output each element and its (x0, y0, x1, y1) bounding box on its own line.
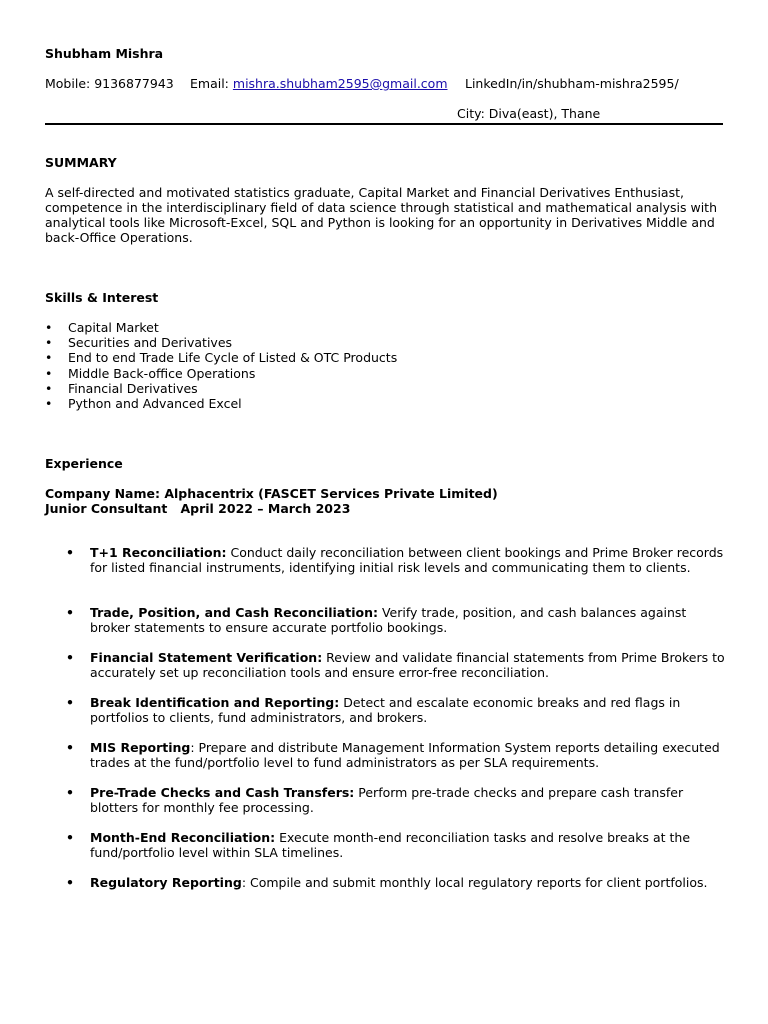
city-text: City: Diva(east), Thane (457, 106, 601, 121)
skills-list (45, 320, 397, 411)
list-item: • Middle Back-office Operations (45, 366, 397, 381)
skills-heading: Skills & Interest (45, 290, 159, 305)
item-title: Break Identification and Reporting: (90, 695, 340, 710)
list-item (66, 785, 726, 830)
summary-text: A self-directed and motivated statistics graduate, Capital Market and Financial Derivatives Enthusiast, competence in the interdisciplinary field of data science through statistical and mathematical analysis with analytical tools like Microsoft-Excel, SQL and Python is looking for an opportunity in Derivatives Middle and back-Office Operations. (45, 185, 718, 245)
item-title: T+1 Reconciliation: (90, 545, 227, 560)
list-item: • Financial Derivatives (45, 381, 397, 396)
list-item (66, 875, 726, 890)
candidate-name: Shubham Mishra (45, 46, 164, 61)
item-text: Review and validate financial statements from Prime Brokers to accurately set up reconciliation tools and ensure error-free reconciliation. (90, 650, 725, 680)
experience-heading: Experience (45, 456, 123, 471)
item-text: : Compile and submit monthly local regulatory reports for client portfolios. (241, 875, 708, 890)
email-link[interactable]: mishra.shubham2595@gmail.com (232, 76, 448, 91)
mobile-number: 9136877943 (94, 76, 174, 91)
item-title: Regulatory Reporting (90, 875, 242, 890)
email-label: Email: (190, 76, 229, 91)
item-title: MIS Reporting (90, 740, 191, 755)
mobile-line (45, 76, 174, 91)
list-item (66, 650, 726, 695)
job-role: Junior Consultant April 2022 – March 2023 (45, 501, 351, 516)
company-name: Company Name: Alphacentrix (FASCET Services Private Limited) (45, 486, 498, 501)
item-text: Perform pre-trade checks and prepare cash transfer blotters for monthly fee processing. (90, 785, 684, 815)
item-text: Verify trade, position, and cash balances against broker statements to ensure accurate portfolio bookings. (90, 605, 687, 635)
list-item: • End to end Trade Life Cycle of Listed & OTC Products (45, 350, 397, 365)
item-text: Conduct daily reconciliation between client bookings and Prime Broker records for listed financial instruments, identifying initial risk levels and communicating them to clients. (90, 545, 724, 575)
list-item (66, 740, 726, 785)
summary-heading: SUMMARY (45, 155, 117, 170)
item-title: Month-End Reconciliation: (90, 830, 276, 845)
mobile-label: Mobile: (45, 76, 91, 91)
list-item (66, 605, 726, 650)
linkedin-text: LinkedIn/in/shubham-mishra2595/ (465, 76, 679, 91)
item-text: Execute month-end reconciliation tasks and resolve breaks at the fund/portfolio level within SLA timelines. (90, 830, 691, 860)
email-line (190, 76, 448, 91)
item-text: : Prepare and distribute Management Information System reports detailing executed trades at the fund/portfolio level to fund administrators as per SLA requirements. (90, 740, 720, 770)
item-title: Pre-Trade Checks and Cash Transfers: (90, 785, 355, 800)
header-divider (45, 123, 723, 125)
item-text: Detect and escalate economic breaks and red flags in portfolios to clients, fund administrators, and brokers. (90, 695, 681, 725)
list-item (66, 695, 726, 740)
list-item: • Capital Market (45, 320, 397, 335)
list-item: • Python and Advanced Excel (45, 396, 397, 411)
list-item (66, 830, 726, 875)
item-title: Financial Statement Verification: (90, 650, 323, 665)
list-item: • Securities and Derivatives (45, 335, 397, 350)
item-title: Trade, Position, and Cash Reconciliation: (90, 605, 378, 620)
list-item (66, 545, 726, 605)
experience-list (66, 545, 726, 890)
